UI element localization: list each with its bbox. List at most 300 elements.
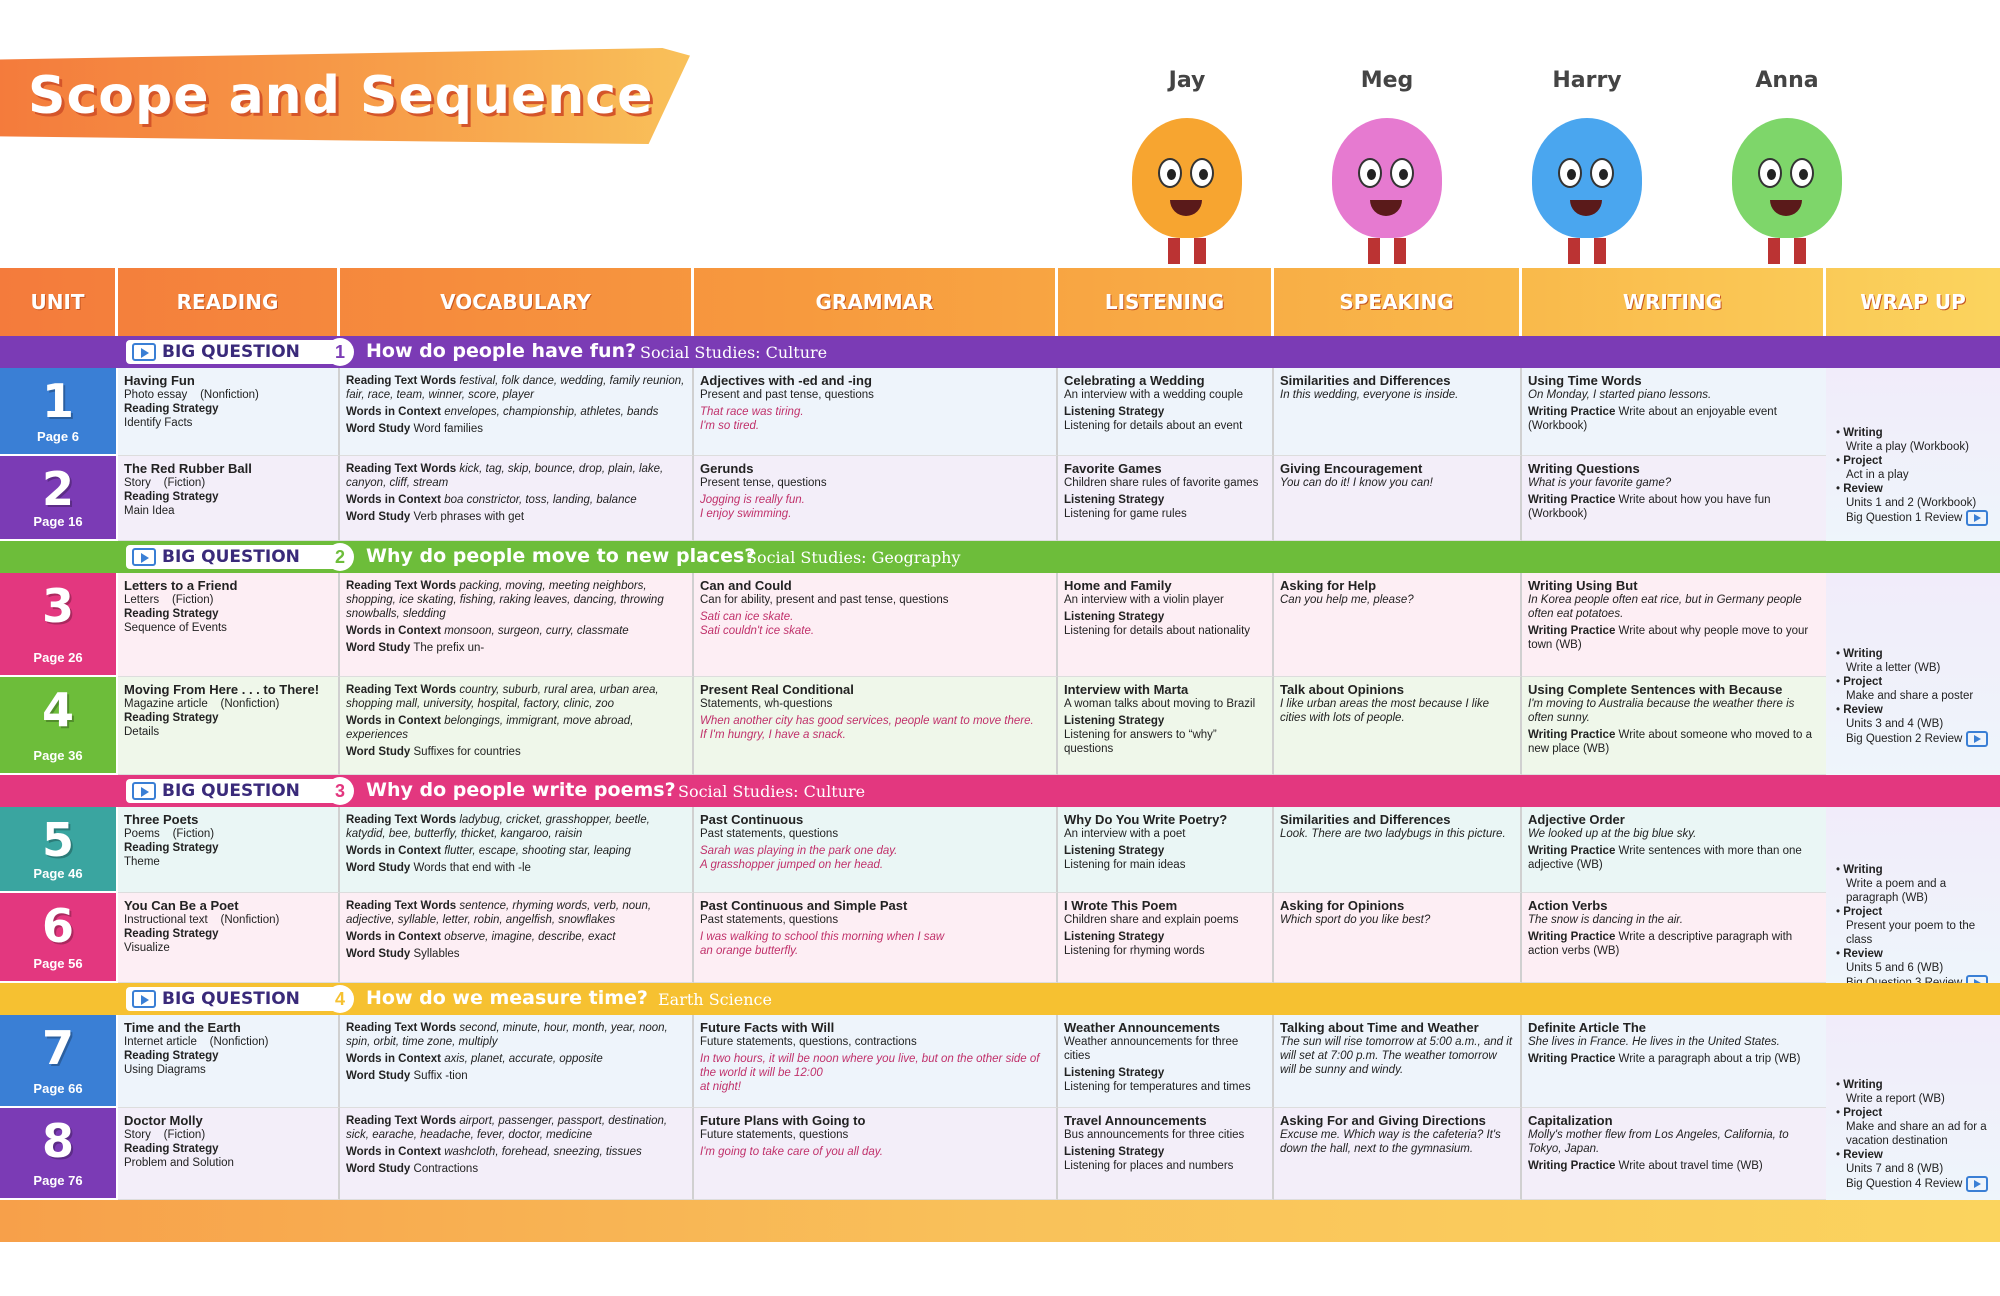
unit-page: Page 16 [33, 514, 83, 529]
listening-strategy-label: Listening Strategy [1064, 611, 1165, 623]
listening-title: Travel Announcements [1064, 1113, 1207, 1128]
header-grammar: GRAMMAR [694, 268, 1058, 336]
writing-practice-text: Write sentences with more than one adjective (WB) [1528, 845, 1802, 871]
big-question-pill[interactable] [126, 340, 348, 364]
grammar-desc: Statements, wh-questions [700, 698, 833, 710]
big-question-review[interactable] [1836, 731, 1990, 747]
grammar-example: Sati couldn't ice skate. [700, 625, 815, 637]
vocab-label: Reading Text Words [346, 1022, 457, 1034]
listening-title: Interview with Marta [1064, 682, 1189, 697]
reading-strategy [124, 927, 332, 941]
reading-genre-type: (Nonfiction) [200, 389, 259, 401]
wrap-up-cell [1826, 1015, 2000, 1200]
reading-title: Three Poets [124, 812, 199, 827]
reading-genre: Magazine article [124, 698, 208, 710]
vocab-line [346, 899, 686, 927]
writing-example: I'm moving to Australia because the weather there is often sunny. [1528, 698, 1795, 724]
header-vocabulary: VOCABULARY [340, 268, 694, 336]
grammar-example: I was walking to school this morning when I saw [700, 931, 945, 943]
unit-row [0, 573, 2000, 677]
vocab-line [346, 641, 686, 655]
strategy-label: Reading Strategy [124, 842, 219, 854]
vocab-label: Word Study [346, 423, 411, 435]
big-question-bar [0, 336, 2000, 368]
listening-desc: An interview with a poet [1064, 828, 1186, 840]
reading-genre: Story [124, 1129, 151, 1141]
wrap-up-label: Review [1843, 704, 1883, 716]
reading-genre-type: (Fiction) [172, 828, 215, 840]
vocab-line [346, 844, 686, 858]
wrap-up-label: Review [1843, 948, 1883, 960]
reading-cell [118, 893, 340, 983]
listening-strategy-label: Listening Strategy [1064, 931, 1165, 943]
speaking-cell [1274, 893, 1522, 983]
eye-icon [1790, 158, 1814, 188]
grammar-cell [694, 677, 1058, 775]
grammar-example: When another city has good services, people want to move there. [700, 715, 1034, 727]
reading-strategy-value: Details [124, 726, 160, 738]
wrap-up-value: Units 7 and 8 (WB) [1846, 1163, 1944, 1175]
writing-practice-text: Write a paragraph about a trip (WB) [1618, 1053, 1801, 1065]
unit-cell [0, 1108, 118, 1200]
listening-cell [1058, 677, 1274, 775]
character-name: Jay [1168, 68, 1206, 93]
listening-cell [1058, 1015, 1274, 1108]
writing-example: In Korea people often eat rice, but in Germany people often eat potatoes. [1528, 594, 1802, 620]
reading-cell [118, 456, 340, 541]
reading-title: Doctor Molly [124, 1113, 203, 1128]
writing-practice-label: Writing Practice [1528, 931, 1616, 943]
vocab-words: observe, imagine, describe, exact [444, 931, 616, 943]
big-question-subject: Social Studies: Geography [746, 548, 961, 567]
wrap-up-label: Writing [1843, 648, 1883, 660]
unit-cell [0, 1015, 118, 1108]
vocab-words: Words that end with -le [413, 862, 531, 874]
listening-cell [1058, 573, 1274, 677]
wrap-up-value: Write a letter (WB) [1846, 662, 1941, 674]
wrap-up-label: Writing [1843, 1079, 1883, 1091]
big-question-pill[interactable] [126, 545, 348, 569]
writing-practice [1528, 624, 1820, 652]
vocab-words: envelopes, championship, athletes, bands [444, 406, 659, 418]
writing-practice [1528, 844, 1820, 872]
reading-title: Moving From Here . . . to There! [124, 682, 320, 697]
writing-practice-label: Writing Practice [1528, 494, 1616, 506]
big-question-bar [0, 983, 2000, 1015]
vocabulary-cell [340, 807, 694, 893]
vocab-line [346, 624, 686, 638]
character-name: Harry [1552, 68, 1622, 93]
unit-row [0, 368, 2000, 456]
reading-genre-line [124, 476, 332, 490]
vocab-words: Syllables [413, 948, 460, 960]
big-question-subject: Earth Science [658, 990, 772, 1009]
speaking-example: Excuse me. Which way is the cafeteria? It's down the hall, next to the gymnasium. [1280, 1129, 1501, 1155]
unit-number: 7 [41, 1021, 74, 1075]
listening-strategy-label: Listening Strategy [1064, 1067, 1165, 1079]
reading-strategy [124, 1049, 332, 1063]
unit-number: 6 [41, 899, 74, 953]
vocab-words: Suffix -tion [413, 1070, 468, 1082]
writing-practice [1528, 493, 1820, 521]
reading-strategy-value: Identify Facts [124, 417, 193, 429]
vocab-line [346, 861, 686, 875]
reading-genre-type: (Nonfiction) [220, 698, 280, 710]
big-question-review[interactable] [1836, 510, 1990, 526]
header-reading: READING [118, 268, 340, 336]
reading-genre-type: (Nonfiction) [209, 1036, 269, 1048]
big-question-label: BIG QUESTION [162, 989, 300, 1009]
grammar-desc: Can for ability, present and past tense, questions [700, 594, 949, 606]
reading-genre: Letters [124, 594, 160, 606]
unit-cell [0, 893, 118, 983]
vocab-words: Contractions [413, 1163, 479, 1175]
reading-strategy [124, 607, 332, 621]
strategy-label: Reading Strategy [124, 1050, 219, 1062]
grammar-example: at night! [700, 1081, 741, 1093]
vocab-label: Words in Context [346, 625, 441, 637]
unit-number: 4 [41, 683, 74, 737]
grammar-title: Past Continuous and Simple Past [700, 898, 908, 913]
reading-title: Letters to a Friend [124, 578, 238, 593]
grammar-cell [694, 573, 1058, 677]
wrap-up-cell [1826, 573, 2000, 775]
vocab-line [346, 1052, 686, 1066]
writing-practice-label: Writing Practice [1528, 406, 1616, 418]
vocab-words: country, suburb, rural area, urban area, shopping mall, university, hospital, factory, clinic, zoo [346, 684, 659, 710]
listening-strategy-label: Listening Strategy [1064, 715, 1165, 727]
vocab-line [346, 374, 686, 402]
wrap-up-heading: • Project [1836, 1107, 1883, 1119]
mouth-icon [1770, 200, 1802, 216]
leg [1768, 238, 1780, 264]
wrap-up-value: Make and share an ad for a vacation destination [1846, 1121, 1987, 1147]
writing-title: Writing Questions [1528, 461, 1640, 476]
big-question-label: BIG QUESTION [162, 781, 300, 801]
writing-title: Writing Using But [1528, 578, 1638, 593]
listening-title: I Wrote This Poem [1064, 898, 1178, 913]
unit-cell [0, 368, 118, 456]
reading-strategy [124, 402, 332, 416]
vocab-words: second, minute, hour, month, year, noon, spin, orbit, time zone, multiply [346, 1022, 668, 1048]
character-1 [1302, 60, 1472, 270]
header-writing: WRITING [1522, 268, 1826, 336]
big-question-subject: Social Studies: Culture [640, 343, 828, 362]
wrap-up-heading: • Writing [1836, 864, 1883, 876]
unit-cell [0, 456, 118, 541]
unit-number: 2 [41, 462, 74, 516]
listening-strategy: Listening for rhyming words [1064, 945, 1205, 957]
big-question-pill[interactable] [126, 987, 348, 1011]
vocab-label: Reading Text Words [346, 463, 457, 475]
listening-cell [1058, 368, 1274, 456]
grammar-title: Adjectives with -ed and -ing [700, 373, 872, 388]
grammar-cell [694, 1015, 1058, 1108]
listening-title: Favorite Games [1064, 461, 1162, 476]
header-unit: UNIT [0, 268, 118, 336]
writing-example: On Monday, I started piano lessons. [1528, 389, 1712, 401]
video-play-icon[interactable] [1966, 1176, 1988, 1192]
reading-genre: Story [124, 477, 151, 489]
video-play-icon[interactable] [1966, 510, 1988, 526]
vocab-words: monsoon, surgeon, curry, classmate [444, 625, 629, 637]
character-2 [1502, 60, 1672, 270]
video-play-icon[interactable] [132, 990, 156, 1008]
eye-icon [1558, 158, 1582, 188]
wrap-up-value: Act in a play [1846, 469, 1909, 481]
wrap-up-heading: • Review [1836, 483, 1883, 495]
listening-desc: Weather announcements for three cities [1064, 1036, 1239, 1062]
vocab-words: boa constrictor, toss, landing, balance [444, 494, 637, 506]
vocab-words: Word families [413, 423, 483, 435]
wrap-up-label: Project [1843, 906, 1883, 918]
listening-desc: Children share rules of favorite games [1064, 477, 1259, 489]
reading-strategy [124, 711, 332, 725]
header-speaking: SPEAKING [1274, 268, 1522, 336]
mouth-icon [1570, 200, 1602, 216]
writing-title: Using Complete Sentences with Because [1528, 682, 1783, 697]
eye-icon [1358, 158, 1382, 188]
character-figure [1332, 118, 1442, 238]
reading-genre-type: (Nonfiction) [220, 914, 280, 926]
unit-cell [0, 573, 118, 677]
vocab-label: Word Study [346, 1070, 411, 1082]
listening-cell [1058, 893, 1274, 983]
character-figure [1732, 118, 1842, 238]
speaking-example: The sun will rise tomorrow at 5:00 a.m., and it will set at 7:00 p.m. The weather tomorrow will be sunny and windy. [1280, 1036, 1513, 1076]
speaking-cell [1274, 573, 1522, 677]
vocab-line [346, 1145, 686, 1159]
writing-title: Definite Article The [1528, 1020, 1646, 1035]
grammar-cell [694, 893, 1058, 983]
speaking-cell [1274, 677, 1522, 775]
vocab-line [346, 510, 686, 524]
reading-genre-line [124, 593, 332, 607]
vocab-line [346, 1021, 686, 1049]
wrap-up-label: Writing [1843, 864, 1883, 876]
big-question-text: How do we measure time? [366, 987, 648, 1009]
vocabulary-cell [340, 573, 694, 677]
writing-example: We looked up at the big blue sky. [1528, 828, 1697, 840]
vocabulary-cell [340, 1015, 694, 1108]
big-question-number: 3 [326, 777, 354, 805]
wrap-up-heading: • Writing [1836, 648, 1883, 660]
wrap-up-heading: • Writing [1836, 427, 1883, 439]
vocab-words: belongings, immigrant, move abroad, experiences [346, 715, 634, 741]
vocab-label: Word Study [346, 511, 411, 523]
wrap-up-heading: • Review [1836, 948, 1883, 960]
unit-row [0, 1108, 2000, 1200]
grammar-cell [694, 368, 1058, 456]
vocab-words: festival, folk dance, wedding, family reunion, fair, race, team, winner, score, player [346, 375, 685, 401]
writing-practice [1528, 405, 1820, 433]
reading-genre: Photo essay [124, 389, 188, 401]
unit-number: 8 [41, 1114, 74, 1168]
vocab-line [346, 1069, 686, 1083]
writing-cell [1522, 368, 1826, 456]
big-question-review[interactable] [1836, 1176, 1990, 1192]
unit-page: Page 66 [33, 1081, 83, 1096]
wrap-up-label: Project [1843, 455, 1883, 467]
vocab-words: Verb phrases with get [413, 511, 525, 523]
speaking-cell [1274, 807, 1522, 893]
vocab-words: kick, tag, skip, bounce, drop, plain, lake, canyon, cliff, stream [346, 463, 664, 489]
reading-strategy [124, 841, 332, 855]
listening-title: Celebrating a Wedding [1064, 373, 1205, 388]
writing-practice-label: Writing Practice [1528, 1053, 1616, 1065]
listening-desc: An interview with a violin player [1064, 594, 1224, 606]
speaking-title: Asking for Opinions [1280, 898, 1405, 913]
listening-title: Weather Announcements [1064, 1020, 1221, 1035]
vocab-line [346, 683, 686, 711]
wrap-up-heading: • Writing [1836, 1079, 1883, 1091]
writing-practice [1528, 728, 1820, 756]
leg [1194, 238, 1206, 264]
eye-icon [1190, 158, 1214, 188]
leg [1394, 238, 1406, 264]
mouth-icon [1170, 200, 1202, 216]
character-3 [1702, 60, 1872, 270]
grammar-cell [694, 807, 1058, 893]
big-question-label: BIG QUESTION [162, 342, 300, 362]
writing-example: Molly's mother flew from Los Angeles, California, to Tokyo, Japan. [1528, 1129, 1789, 1155]
writing-practice [1528, 1159, 1820, 1173]
listening-desc: A woman talks about moving to Brazil [1064, 698, 1256, 710]
leg [1594, 238, 1606, 264]
leg [1168, 238, 1180, 264]
writing-practice-label: Writing Practice [1528, 625, 1616, 637]
speaking-example: Which sport do you like best? [1280, 914, 1431, 926]
vocab-label: Words in Context [346, 715, 441, 727]
vocab-label: Reading Text Words [346, 814, 457, 826]
reading-title: You Can Be a Poet [124, 898, 239, 913]
reading-cell [118, 1015, 340, 1108]
grammar-desc: Past statements, questions [700, 828, 839, 840]
strategy-label: Reading Strategy [124, 712, 219, 724]
header-wrap-up: WRAP UP [1860, 290, 1966, 314]
writing-cell [1522, 1108, 1826, 1200]
listening-cell [1058, 1108, 1274, 1200]
unit-cell [0, 677, 118, 775]
reading-strategy-value: Theme [124, 856, 160, 868]
vocab-line [346, 422, 686, 436]
grammar-example: If I'm hungry, I have a snack. [700, 729, 846, 741]
vocab-label: Word Study [346, 1163, 411, 1175]
video-play-icon[interactable] [132, 343, 156, 361]
speaking-example: Can you help me, please? [1280, 594, 1414, 606]
vocab-label: Words in Context [346, 1053, 441, 1065]
grammar-title: Future Plans with Going to [700, 1113, 866, 1128]
vocab-line [346, 579, 686, 621]
vocab-label: Reading Text Words [346, 580, 457, 592]
vocab-words: airport, passenger, passport, destination, sick, earache, headache, fever, doctor, medicine [346, 1115, 668, 1141]
reading-cell [118, 368, 340, 456]
big-question-pill[interactable] [126, 779, 348, 803]
wrap-up-value: Write a poem and a paragraph (WB) [1846, 878, 1947, 904]
grammar-desc: Past statements, questions [700, 914, 839, 926]
vocab-words: Suffixes for countries [413, 746, 521, 758]
reading-title: The Red Rubber Ball [124, 461, 252, 476]
grammar-example: That race was tiring. [700, 406, 804, 418]
listening-title: Home and Family [1064, 578, 1172, 593]
vocab-words: axis, planet, accurate, opposite [444, 1053, 603, 1065]
listening-strategy: Listening for game rules [1064, 508, 1187, 520]
mouth-icon [1370, 200, 1402, 216]
vocab-words: The prefix un- [413, 642, 485, 654]
character-figure [1532, 118, 1642, 238]
wrap-up-cell [1826, 807, 2000, 983]
speaking-example: In this wedding, everyone is inside. [1280, 389, 1459, 401]
vocab-label: Words in Context [346, 1146, 441, 1158]
writing-title: Using Time Words [1528, 373, 1642, 388]
speaking-example: You can do it! I know you can! [1280, 477, 1433, 489]
writing-practice-text: Write about how you have fun (Workbook) [1528, 494, 1771, 520]
video-play-icon[interactable] [132, 782, 156, 800]
wrap-up-value: Make and share a poster [1846, 690, 1974, 702]
vocab-line [346, 813, 686, 841]
reading-strategy-value: Using Diagrams [124, 1064, 206, 1076]
vocab-line [346, 1162, 686, 1176]
listening-strategy-label: Listening Strategy [1064, 406, 1165, 418]
wrap-up-value: Present your poem to the class [1846, 920, 1976, 946]
writing-practice-text: Write a descriptive paragraph with action verbs (WB) [1528, 931, 1793, 957]
vocab-label: Word Study [346, 948, 411, 960]
reading-cell [118, 807, 340, 893]
writing-example: What is your favorite game? [1528, 477, 1672, 489]
reading-strategy-value: Visualize [124, 942, 170, 954]
grammar-desc: Future statements, questions, contractions [700, 1036, 917, 1048]
unit-row [0, 1015, 2000, 1108]
vocab-line [346, 493, 686, 507]
video-play-icon[interactable] [132, 548, 156, 566]
eye-icon [1590, 158, 1614, 188]
speaking-title: Similarities and Differences [1280, 373, 1451, 388]
grammar-example: Jogging is really fun. [700, 494, 805, 506]
character-name: Anna [1755, 68, 1819, 93]
speaking-example: Look. There are two ladybugs in this picture. [1280, 828, 1506, 840]
speaking-cell [1274, 368, 1522, 456]
vocab-label: Word Study [346, 746, 411, 758]
unit-page: Page 26 [33, 650, 83, 665]
reading-genre-line [124, 388, 332, 402]
wrap-up-heading: • Project [1836, 676, 1883, 688]
vocab-line [346, 405, 686, 419]
wrap-up-label: Project [1843, 676, 1883, 688]
reading-title: Having Fun [124, 373, 195, 388]
big-question-bar [0, 775, 2000, 807]
writing-cell [1522, 677, 1826, 775]
writing-cell [1522, 893, 1826, 983]
grammar-desc: Present tense, questions [700, 477, 827, 489]
reading-strategy-value: Main Idea [124, 505, 175, 517]
vocab-label: Word Study [346, 862, 411, 874]
reading-strategy-value: Sequence of Events [124, 622, 227, 634]
speaking-cell [1274, 456, 1522, 541]
wrap-up-label: Review [1843, 483, 1883, 495]
strategy-label: Reading Strategy [124, 1143, 219, 1155]
vocab-line [346, 930, 686, 944]
wrap-up-value: Write a report (WB) [1846, 1093, 1945, 1105]
vocabulary-cell [340, 368, 694, 456]
reading-title: Time and the Earth [124, 1020, 241, 1035]
speaking-cell [1274, 1108, 1522, 1200]
vocab-label: Words in Context [346, 931, 441, 943]
video-play-icon[interactable] [1966, 731, 1988, 747]
listening-title: Why Do You Write Poetry? [1064, 812, 1228, 827]
vocab-line [346, 745, 686, 759]
listening-cell [1058, 456, 1274, 541]
eye-icon [1390, 158, 1414, 188]
